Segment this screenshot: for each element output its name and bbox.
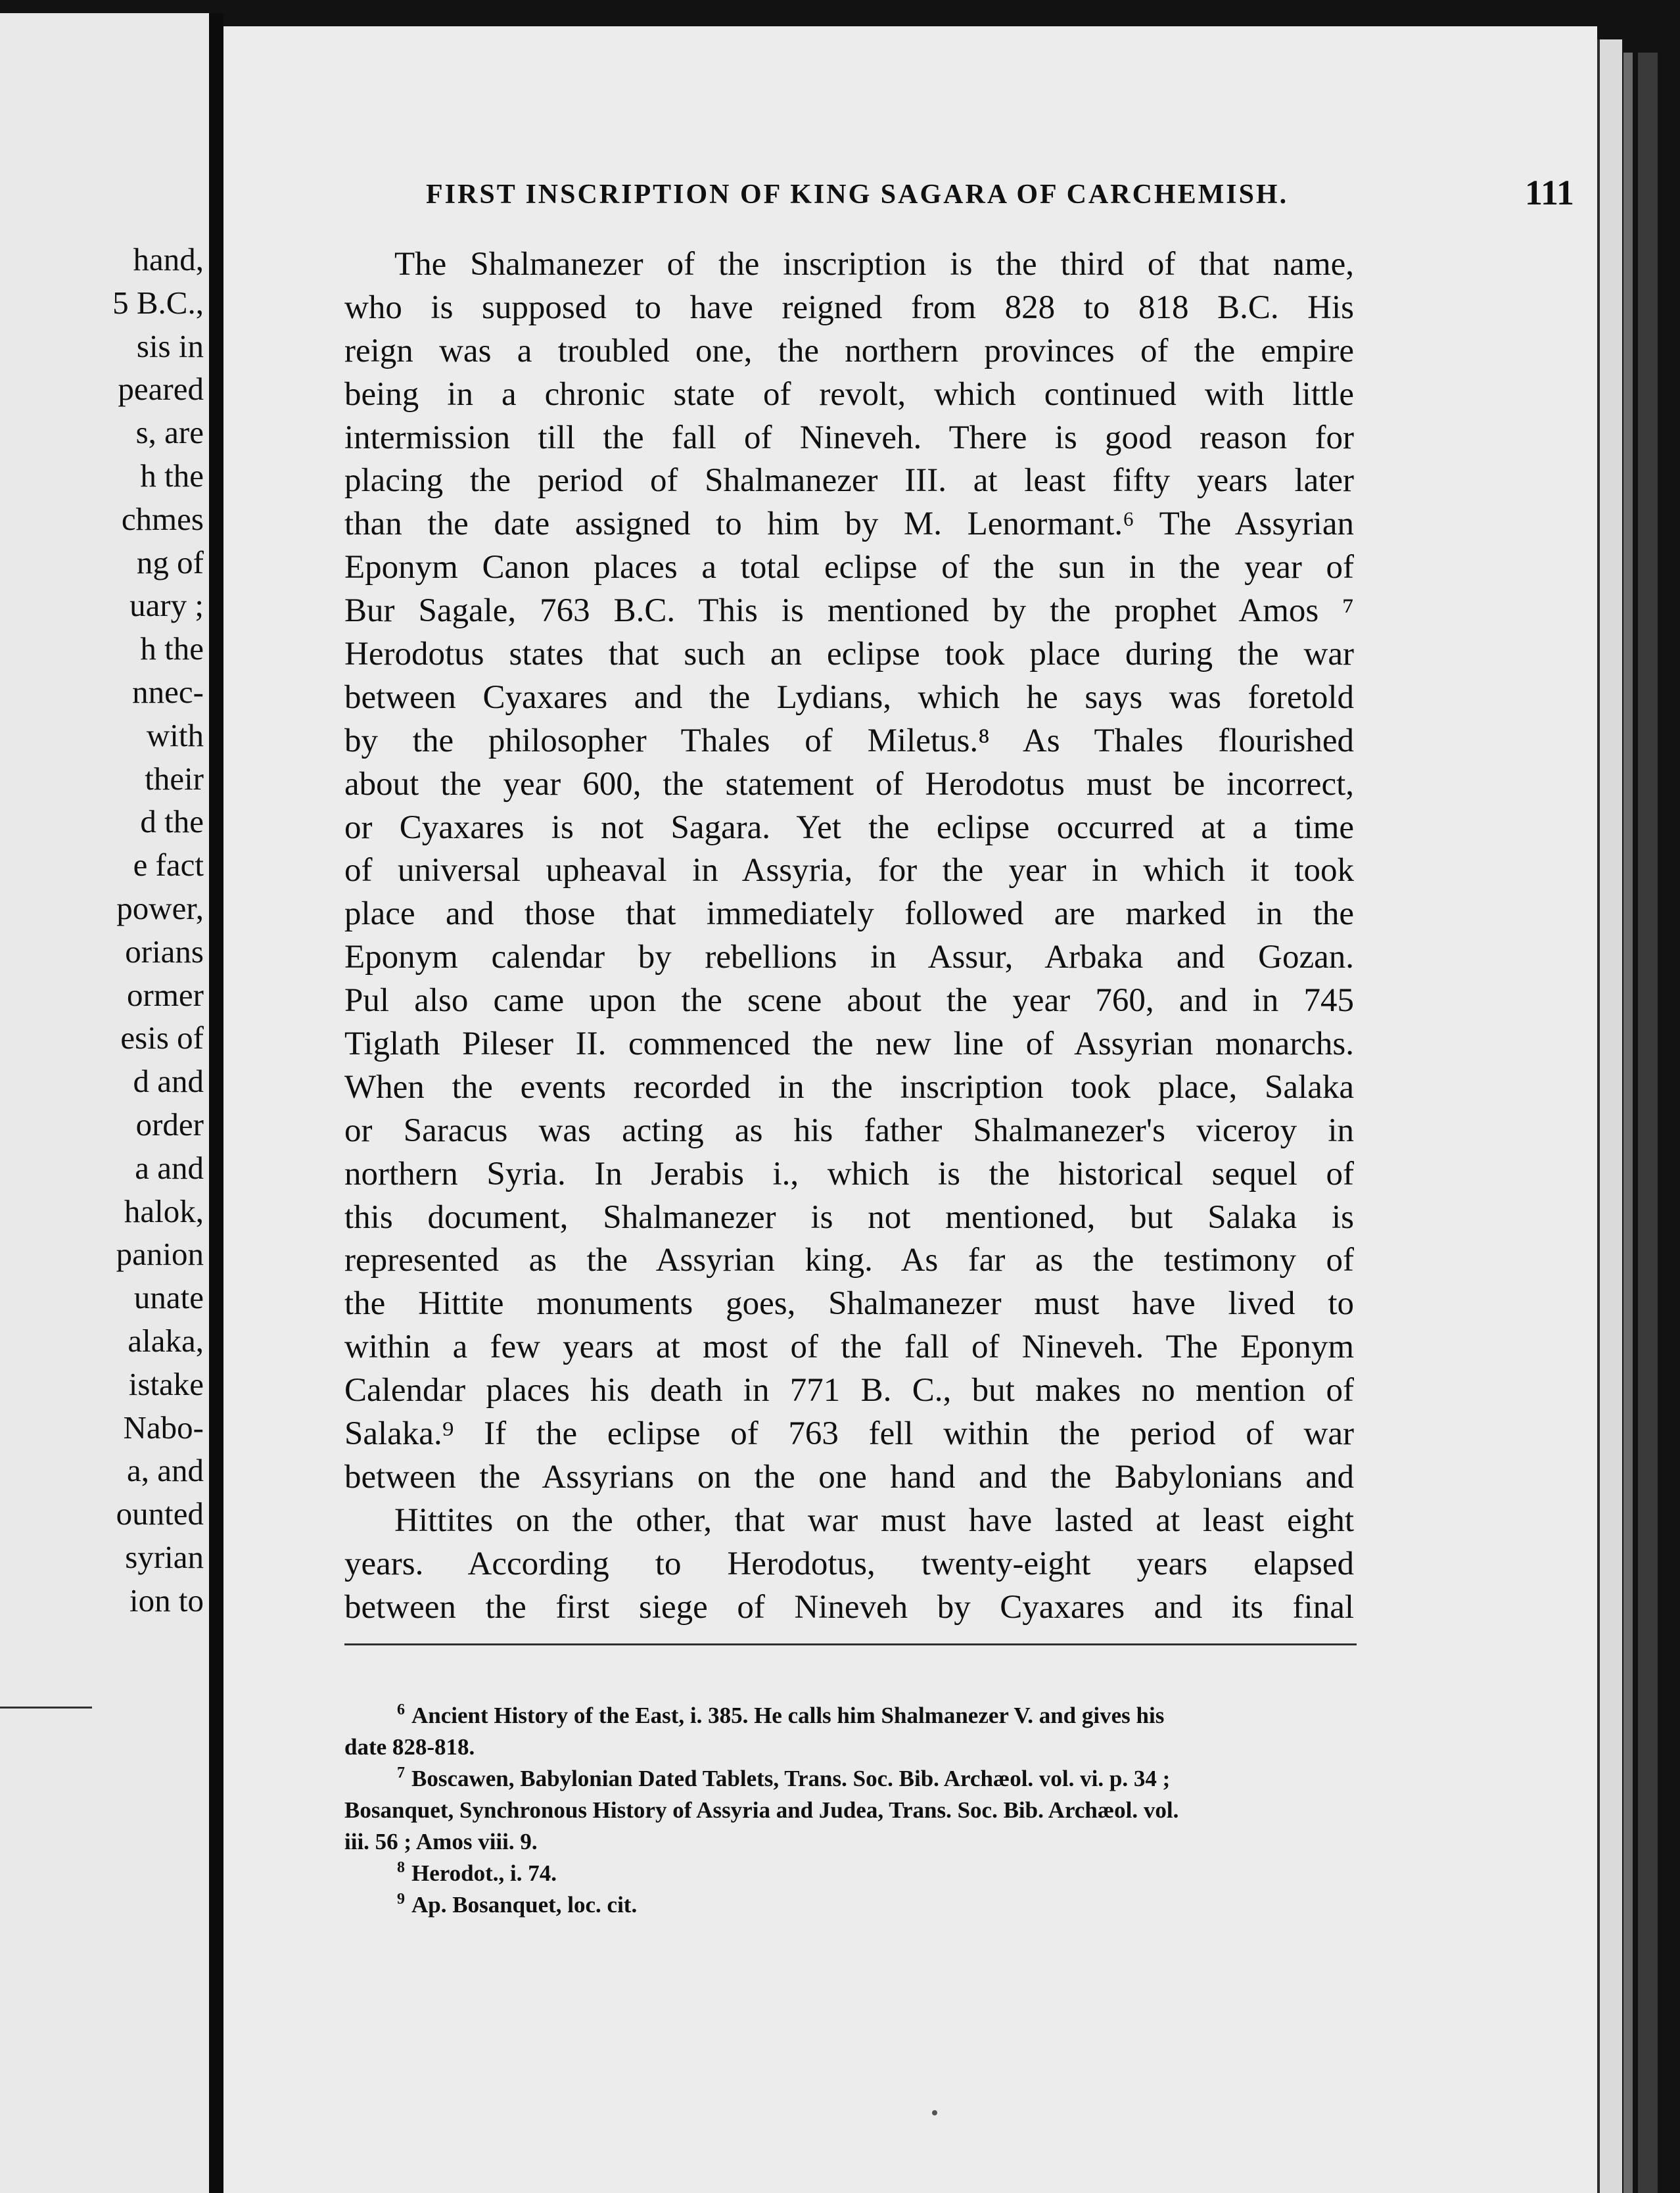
footnote-line bbox=[344, 1732, 1357, 1763]
text-line: Eponym calendar by rebellions in Assur, Arbaka and Gozan. bbox=[344, 939, 1354, 976]
left-line-fragment: syrian bbox=[125, 1539, 204, 1575]
text-line: Salaka.⁹ If the eclipse of 763 fell within the period of war bbox=[344, 1415, 1354, 1453]
footnote-number: 8 bbox=[397, 1859, 405, 1877]
footnote-line bbox=[344, 1700, 1357, 1732]
left-line-fragment: uary ; bbox=[129, 587, 204, 624]
text-line: Herodotus states that such an eclipse took place during the war bbox=[344, 636, 1354, 673]
text-line: the Hittite monuments goes, Shalmanezer must have lived to bbox=[344, 1285, 1354, 1323]
left-line-fragment: halok, bbox=[124, 1192, 204, 1229]
page-number: 111 bbox=[1525, 173, 1575, 212]
left-footnote-rule bbox=[0, 1707, 92, 1709]
left-line-fragment: esis of bbox=[120, 1020, 204, 1056]
footnote-text: Ap. Bosanquet, loc. cit. bbox=[411, 1892, 638, 1918]
text-line: placing the period of Shalmanezer III. at least fifty years later bbox=[344, 462, 1354, 500]
footnotes bbox=[344, 1700, 1357, 1921]
footnote-line bbox=[344, 1858, 1357, 1889]
text-line: Tiglath Pileser II. commenced the new line of Assyrian monarchs. bbox=[344, 1026, 1354, 1063]
footnote-rule bbox=[344, 1643, 1357, 1645]
footnote-text: iii. 56 ; Amos viii. 9. bbox=[344, 1829, 538, 1854]
text-line: represented as the Assyrian king. As far as the testimony of bbox=[344, 1242, 1354, 1279]
left-line-fragment: sis in bbox=[136, 327, 204, 364]
left-line-fragment: h the bbox=[140, 458, 204, 494]
text-line: between the first siege of Nineveh by Cyaxares and its final bbox=[344, 1588, 1354, 1626]
body-text bbox=[344, 243, 1354, 1630]
footnote-line bbox=[344, 1889, 1357, 1921]
footnote-line bbox=[344, 1763, 1357, 1795]
text-line: Hittites on the other, that war must have lasted at least eight bbox=[394, 1501, 1354, 1539]
left-line-fragment: ormer bbox=[127, 976, 204, 1013]
text-line: who is supposed to have reigned from 828 to 818 B.C. His bbox=[344, 289, 1354, 326]
footnote-number: 6 bbox=[397, 1701, 405, 1719]
left-line-fragment: e fact bbox=[133, 847, 204, 884]
left-line-fragment: ounted bbox=[116, 1496, 204, 1532]
text-line: reign was a troubled one, the northern provinces of the empire bbox=[344, 332, 1354, 369]
text-line: Eponym Canon places a total eclipse of the sun in the year of bbox=[344, 549, 1354, 586]
left-line-fragment: d the bbox=[140, 803, 204, 840]
text-line: between Cyaxares and the Lydians, which he says was foretold bbox=[344, 678, 1354, 716]
left-line-fragment: orians bbox=[125, 933, 204, 970]
footnote-line bbox=[344, 1826, 1357, 1858]
left-line-fragment: chmes bbox=[121, 500, 204, 537]
left-line-fragment: unate bbox=[133, 1279, 204, 1316]
text-line: about the year 600, the statement of Herodotus must be incorrect, bbox=[344, 765, 1354, 803]
left-line-fragment: ion to bbox=[129, 1582, 204, 1618]
footnote-text: Herodot., i. 74. bbox=[411, 1860, 557, 1886]
footnote-text: Ancient History of the East, i. 385. He calls him Shalmanezer V. and gives his bbox=[411, 1703, 1165, 1728]
running-head: FIRST INSCRIPTION OF KING SAGARA OF CARCHEMISH. bbox=[426, 179, 1289, 210]
footnote-text: Bosanquet, Synchronous History of Assyria and Judea, Trans. Soc. Bib. Archæol. vol. bbox=[344, 1797, 1179, 1823]
left-line-fragment: panion bbox=[116, 1236, 204, 1273]
text-line: than the date assigned to him by M. Lenormant.⁶ The Assyrian bbox=[344, 506, 1354, 543]
footnote-number: 9 bbox=[397, 1891, 405, 1908]
footnote-line bbox=[344, 1795, 1357, 1826]
left-line-fragment: peared bbox=[118, 371, 204, 408]
left-line-fragment: Nabo- bbox=[123, 1409, 204, 1446]
text-line: northern Syria. In Jerabis i., which is the historical sequel of bbox=[344, 1155, 1354, 1192]
text-line: by the philosopher Thales of Miletus.⁸ As Thales flourished bbox=[344, 722, 1354, 759]
book-page bbox=[223, 26, 1597, 2193]
left-line-fragment: s, are bbox=[135, 414, 204, 451]
paper-speck bbox=[932, 2110, 937, 2115]
left-line-fragment: power, bbox=[116, 890, 204, 926]
text-line: intermission till the fall of Nineveh. There is good reason for bbox=[344, 419, 1354, 456]
page-edge-shadow bbox=[1623, 53, 1633, 2193]
book-gutter bbox=[209, 13, 223, 2193]
footnote-text: Boscawen, Babylonian Dated Tablets, Trans. Soc. Bib. Archæol. vol. vi. p. 34 ; bbox=[411, 1766, 1171, 1791]
text-line: of universal upheaval in Assyria, for the year in which it took bbox=[344, 852, 1354, 889]
text-line: The Shalmanezer of the inscription is the third of that name, bbox=[394, 246, 1354, 283]
text-line: or Saracus was acting as his father Shalmanezer's viceroy in bbox=[344, 1112, 1354, 1149]
left-line-fragment: a, and bbox=[127, 1452, 204, 1489]
left-line-fragment: istake bbox=[128, 1365, 204, 1402]
left-line-fragment: hand, bbox=[133, 241, 204, 277]
left-page-text bbox=[0, 0, 209, 2193]
left-line-fragment: d and bbox=[133, 1063, 204, 1100]
text-line: years. According to Herodotus, twenty-eight years elapsed bbox=[344, 1545, 1354, 1582]
page-edge-shadow bbox=[1638, 53, 1658, 2193]
footnote-text: date 828-818. bbox=[344, 1734, 475, 1760]
footnote-number: 7 bbox=[397, 1764, 405, 1782]
left-line-fragment: alaka, bbox=[128, 1323, 204, 1359]
left-line-fragment: a and bbox=[135, 1149, 204, 1186]
left-line-fragment: with bbox=[146, 717, 204, 753]
text-line: place and those that immediately followed are marked in the bbox=[344, 895, 1354, 933]
left-line-fragment: their bbox=[145, 760, 204, 797]
text-line: or Cyaxares is not Sagara. Yet the eclipse occurred at a time bbox=[344, 809, 1354, 846]
text-line: this document, Shalmanezer is not mentioned, but Salaka is bbox=[344, 1198, 1354, 1236]
text-line: within a few years at most of the fall of Nineveh. The Eponym bbox=[344, 1329, 1354, 1366]
left-line-fragment: 5 B.C., bbox=[112, 284, 204, 321]
left-line-fragment: order bbox=[135, 1106, 204, 1143]
left-line-fragment: ng of bbox=[136, 544, 204, 580]
text-line: When the events recorded in the inscription took place, Salaka bbox=[344, 1068, 1354, 1106]
left-line-fragment: nnec- bbox=[132, 674, 204, 710]
text-line: being in a chronic state of revolt, which continued with little bbox=[344, 375, 1354, 413]
text-line: Bur Sagale, 763 B.C. This is mentioned by the prophet Amos ⁷ bbox=[344, 592, 1354, 630]
text-line: Pul also came upon the scene about the year 760, and in 745 bbox=[344, 982, 1354, 1020]
left-line-fragment: h the bbox=[140, 630, 204, 667]
page-edge bbox=[1597, 39, 1622, 2193]
text-line: Calendar places his death in 771 B. C., but makes no mention of bbox=[344, 1372, 1354, 1409]
text-line: between the Assyrians on the one hand and the Babylonians and bbox=[344, 1458, 1354, 1496]
